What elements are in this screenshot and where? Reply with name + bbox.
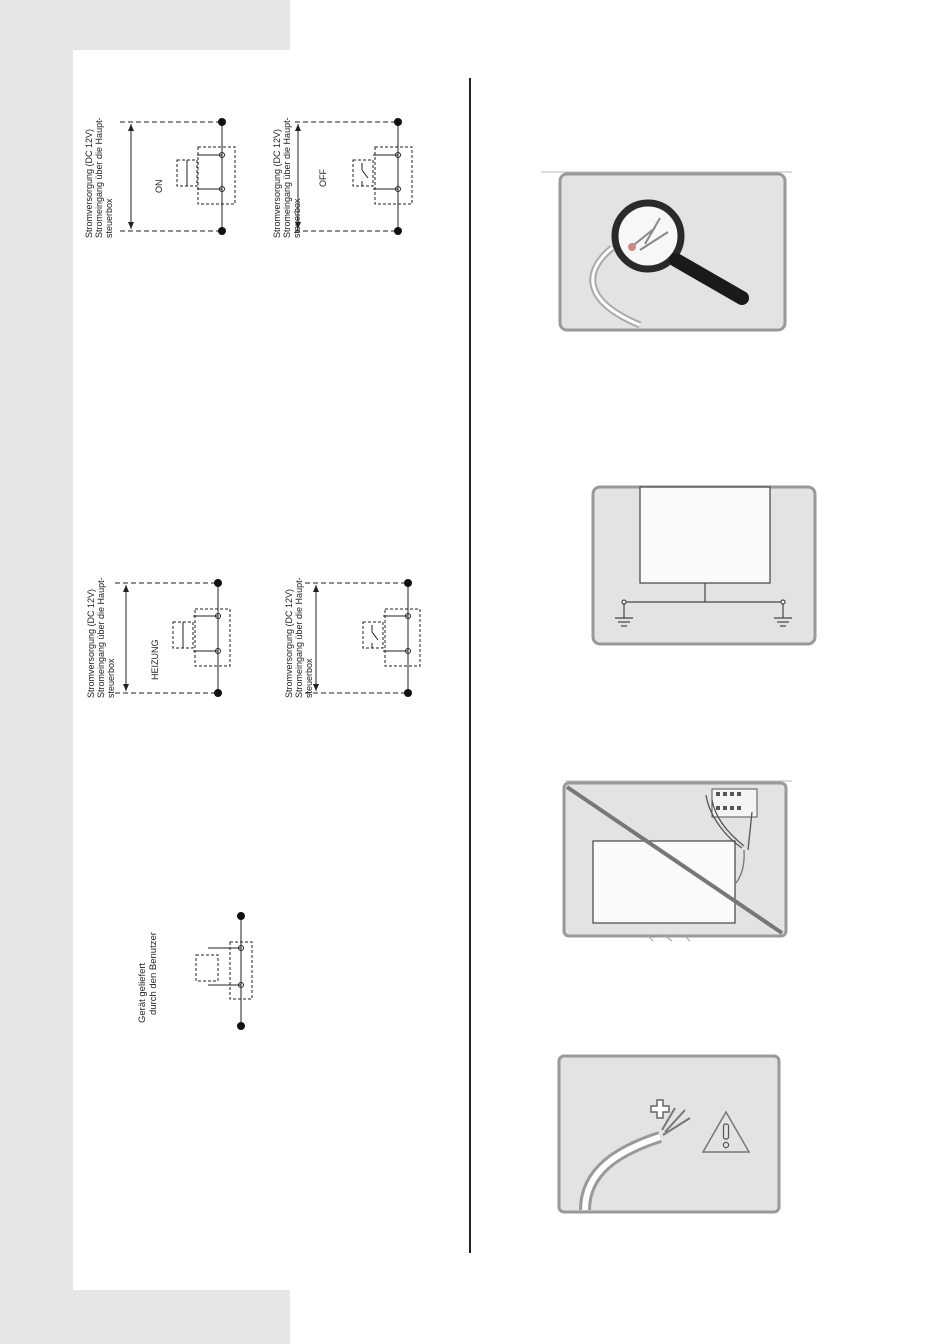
supply-label-off: Stromversorgung (DC 12V) Stromeingang über die Haupt- steuerbox — [272, 117, 302, 238]
user-device-label: Gerät geliefert durch den Benutzer — [137, 932, 159, 1023]
diagram-on — [120, 122, 235, 231]
state-label-on: ON — [154, 179, 164, 193]
diagram-off — [295, 122, 412, 231]
state-label-heizung: HEIZUNG — [150, 639, 160, 680]
diagram-heizung — [115, 583, 230, 693]
diagram-user-device — [196, 916, 252, 1026]
supply-label-on: Stromversorgung (DC 12V) Stromeingang über die Haupt- steuerbox — [84, 117, 114, 238]
supply-label-heizung: Stromversorgung (DC 12V) Stromeingang über die Haupt- steuerbox — [86, 577, 116, 698]
supply-label-cooling: Stromversorgung (DC 12V) Stromeingang über die Haupt- steuerbox — [284, 577, 314, 698]
state-label-off: OFF — [318, 169, 328, 187]
diagram-cooling — [305, 583, 420, 693]
